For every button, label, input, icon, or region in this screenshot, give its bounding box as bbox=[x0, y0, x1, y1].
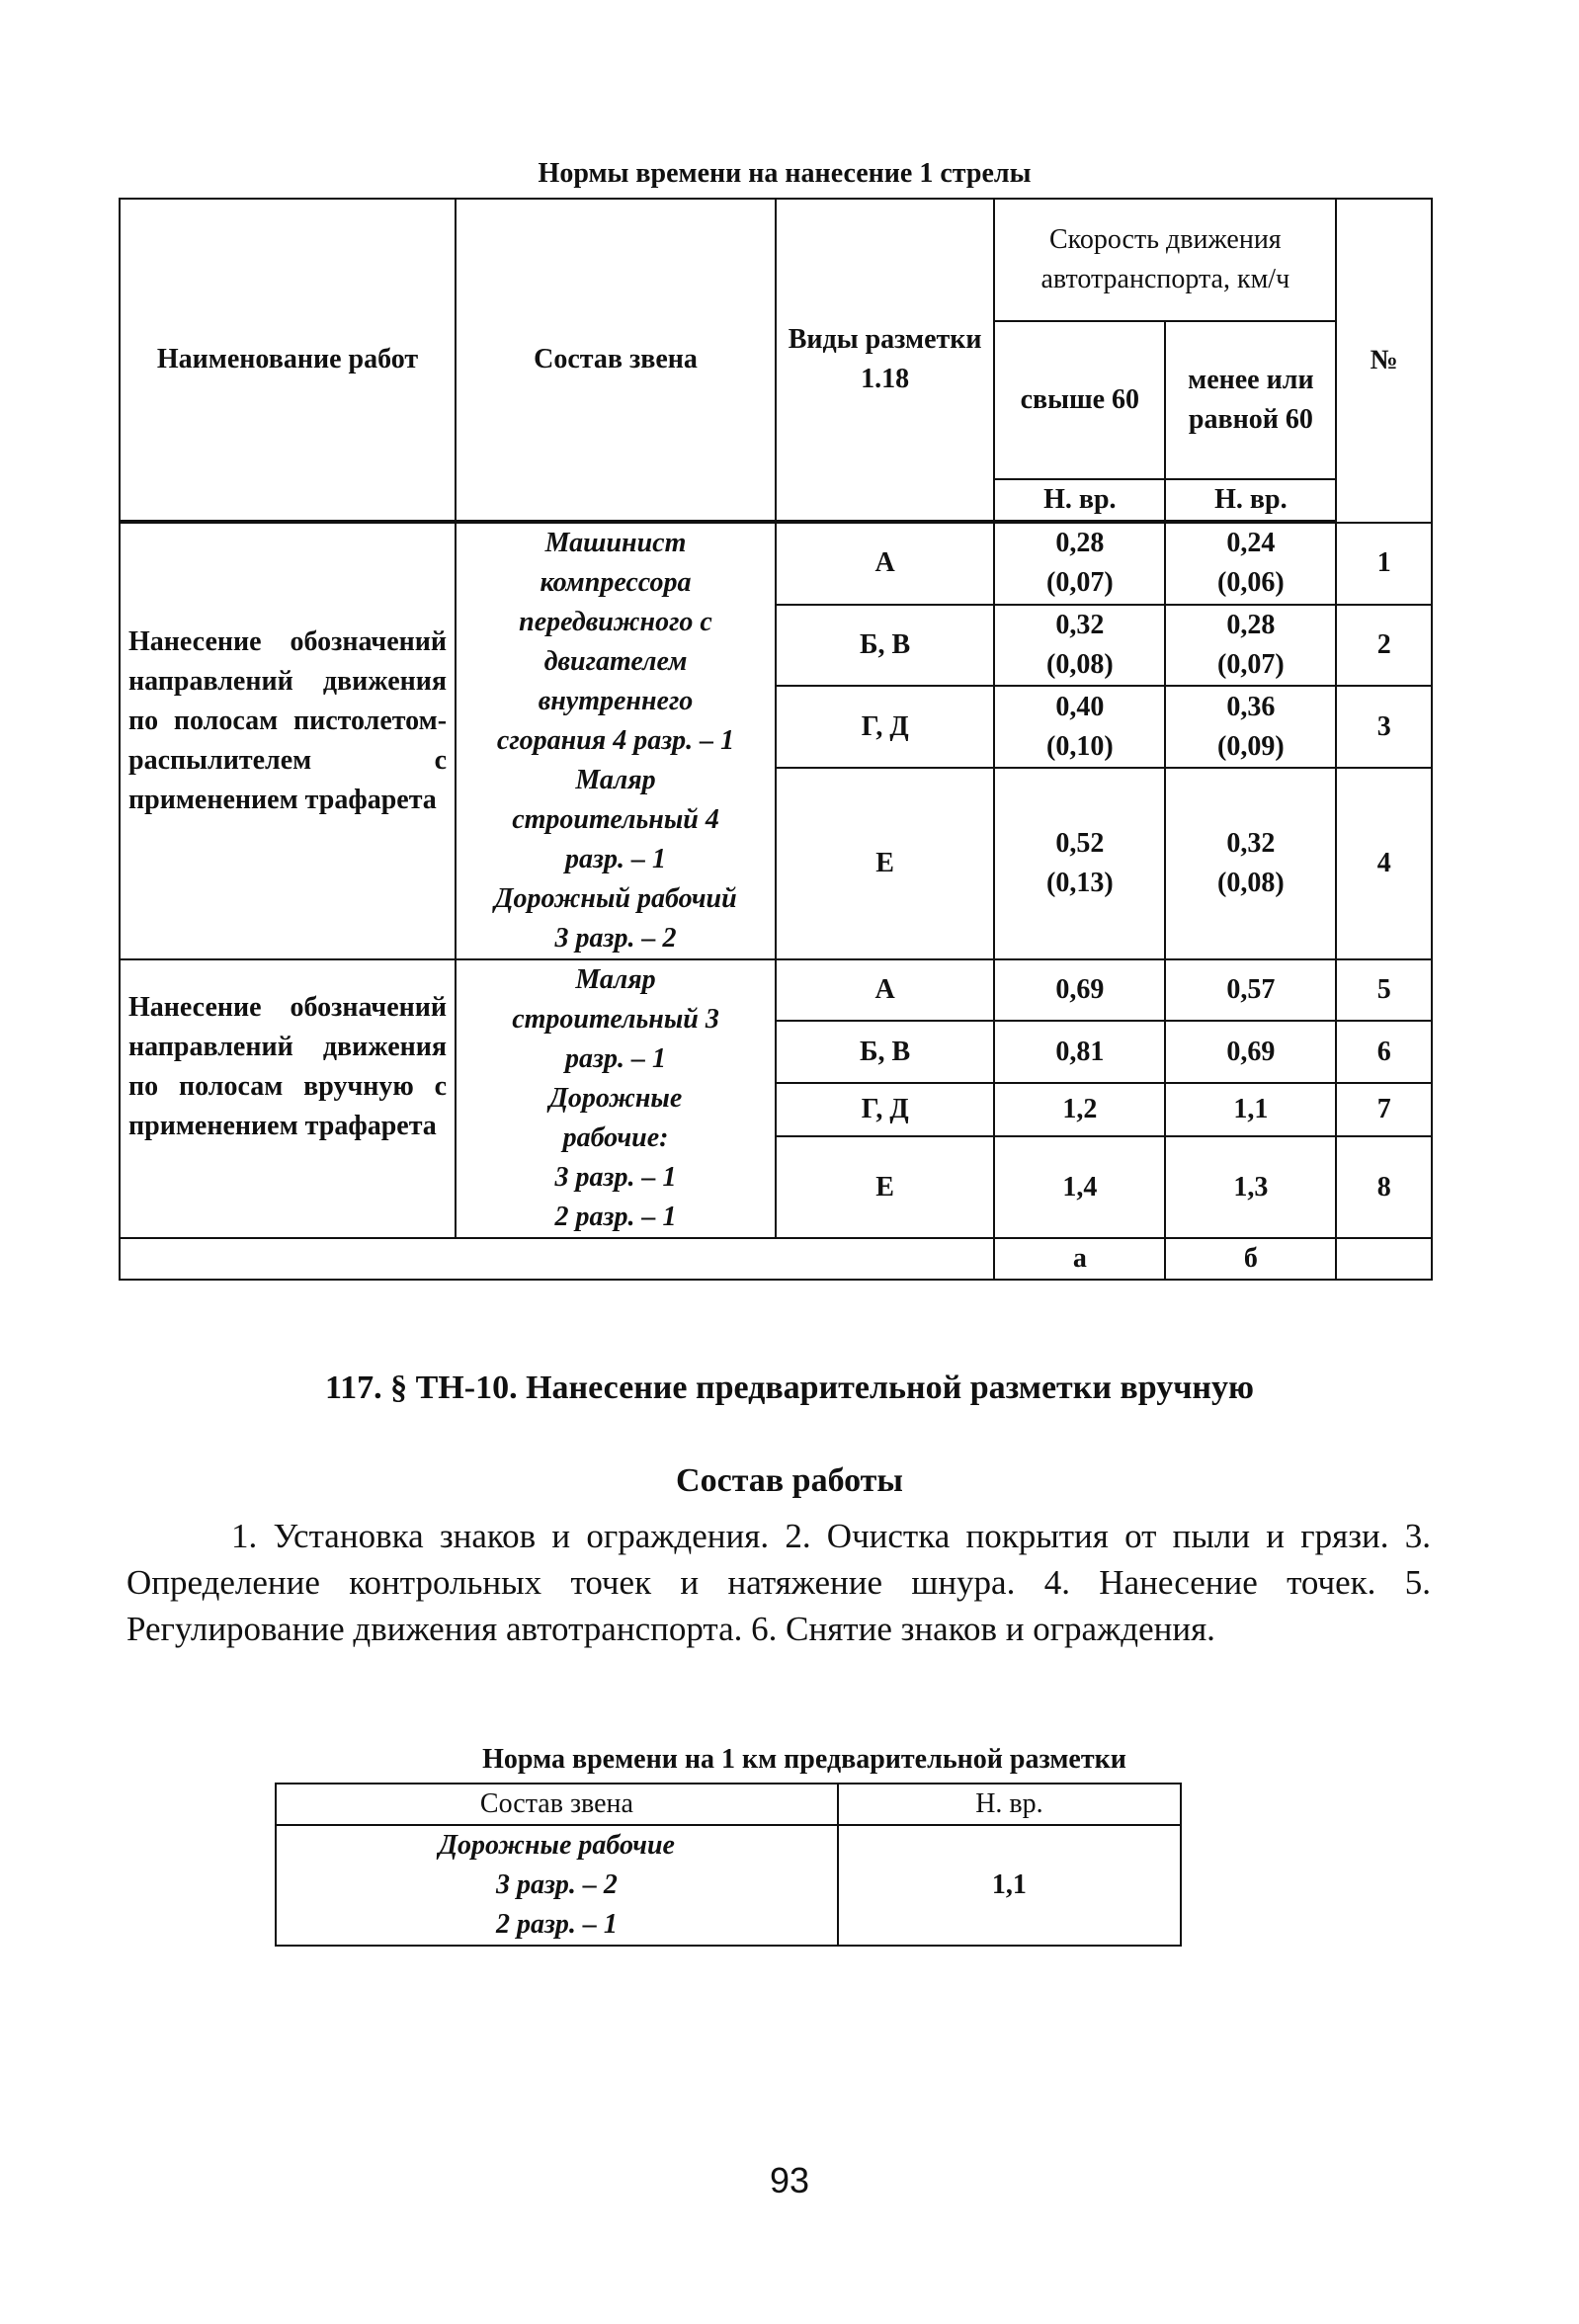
header-le-60: менее или равной 60 bbox=[1165, 321, 1336, 479]
table2-value: 1,1 bbox=[838, 1825, 1181, 1946]
value-le-60: 0,32 (0,08) bbox=[1165, 768, 1336, 959]
value-over-60: 1,2 bbox=[994, 1083, 1165, 1136]
value-over-60: 0,32 (0,08) bbox=[994, 605, 1165, 687]
header-over-60: свыше 60 bbox=[994, 321, 1165, 479]
row-number: 1 bbox=[1336, 523, 1432, 605]
value-over-60: 0,81 bbox=[994, 1021, 1165, 1082]
table-row bbox=[120, 523, 1432, 605]
value-le-60: 0,24 (0,06) bbox=[1165, 523, 1336, 605]
header-number: № bbox=[1336, 199, 1432, 523]
table-row bbox=[276, 1825, 1181, 1946]
table2-caption: Норма времени на 1 км предварительной разметки bbox=[482, 1744, 1126, 1775]
marking-type: Е bbox=[776, 1136, 994, 1238]
work-name-cell: Нанесение обозначений направлений движения по полосам вручную с применением трафарета bbox=[120, 959, 456, 1238]
value-over-60: 0,40 (0,10) bbox=[994, 686, 1165, 768]
row-number: 4 bbox=[1336, 768, 1432, 959]
header-unit-1: Н. вр. bbox=[994, 479, 1165, 521]
row-number: 2 bbox=[1336, 605, 1432, 687]
value-over-60: 0,69 bbox=[994, 959, 1165, 1021]
table-row bbox=[120, 959, 1432, 1021]
footer-a: а bbox=[994, 1238, 1165, 1280]
marking-type: Е bbox=[776, 768, 994, 959]
value-le-60: 0,36 (0,09) bbox=[1165, 686, 1336, 768]
row-number: 3 bbox=[1336, 686, 1432, 768]
table2-header-unit: Н. вр. bbox=[838, 1784, 1181, 1825]
header-unit-2: Н. вр. bbox=[1165, 479, 1336, 521]
marking-type: А bbox=[776, 523, 994, 605]
table2-header-crew: Состав звена bbox=[276, 1784, 838, 1825]
crew-cell: Маляр строительный 3 разр. – 1 Дорожные рабочие: 3 разр. – 1 2 разр. – 1 bbox=[456, 959, 776, 1238]
page-number: 93 bbox=[769, 2160, 810, 2200]
subtitle: Состав работы bbox=[676, 1462, 903, 1499]
value-le-60: 0,69 bbox=[1165, 1021, 1336, 1082]
row-number: 6 bbox=[1336, 1021, 1432, 1082]
preliminary-marking-norm-table bbox=[275, 1783, 1182, 1947]
time-norms-table bbox=[119, 198, 1433, 1281]
table-footer-row bbox=[120, 1238, 1432, 1280]
row-number: 8 bbox=[1336, 1136, 1432, 1238]
value-over-60: 0,28 (0,07) bbox=[994, 523, 1165, 605]
value-le-60: 0,57 bbox=[1165, 959, 1336, 1021]
footer-b: б bbox=[1165, 1238, 1336, 1280]
table1-caption: Нормы времени на нанесение 1 стрелы bbox=[538, 158, 1032, 189]
value-over-60: 0,52 (0,13) bbox=[994, 768, 1165, 959]
marking-type: Г, Д bbox=[776, 1083, 994, 1136]
marking-type: Б, В bbox=[776, 605, 994, 687]
footer-empty-num bbox=[1336, 1238, 1432, 1280]
value-le-60: 0,28 (0,07) bbox=[1165, 605, 1336, 687]
row-number: 7 bbox=[1336, 1083, 1432, 1136]
value-over-60: 1,4 bbox=[994, 1136, 1165, 1238]
header-work-name: Наименование работ bbox=[120, 199, 456, 521]
table2-crew-cell: Дорожные рабочие 3 разр. – 2 2 разр. – 1 bbox=[276, 1825, 838, 1946]
marking-type: Б, В bbox=[776, 1021, 994, 1082]
header-speed: Скорость движения автотранспорта, км/ч bbox=[994, 199, 1336, 321]
value-le-60: 1,3 bbox=[1165, 1136, 1336, 1238]
crew-cell: Машинист компрессора передвижного с двигателем внутреннего сгорания 4 разр. – 1 Маляр строительный 4 разр. – 1 Дорожный рабочий 3 разр. – 2 bbox=[456, 523, 776, 959]
header-crew: Состав звена bbox=[456, 199, 776, 521]
header-marking-types: Виды разметки 1.18 bbox=[776, 199, 994, 521]
section-title: 117. § ТН-10. Нанесение предварительной разметки вручную bbox=[325, 1370, 1254, 1406]
row-number: 5 bbox=[1336, 959, 1432, 1021]
value-le-60: 1,1 bbox=[1165, 1083, 1336, 1136]
work-composition-paragraph: 1. Установка знаков и ограждения. 2. Очистка покрытия от пыли и грязи. 3. Определение контрольных точек и натяжение шнура. 4. Нанесение точек. 5. Регулирование движения автотранспорта. 6. Снятие знаков и ограждения. bbox=[126, 1517, 1431, 1648]
work-name-cell: Нанесение обозначений направлений движения по полосам пистолетом-распылителем с применением трафарета bbox=[120, 523, 456, 959]
marking-type: Г, Д bbox=[776, 686, 994, 768]
footer-empty bbox=[120, 1238, 994, 1280]
marking-type: А bbox=[776, 959, 994, 1021]
